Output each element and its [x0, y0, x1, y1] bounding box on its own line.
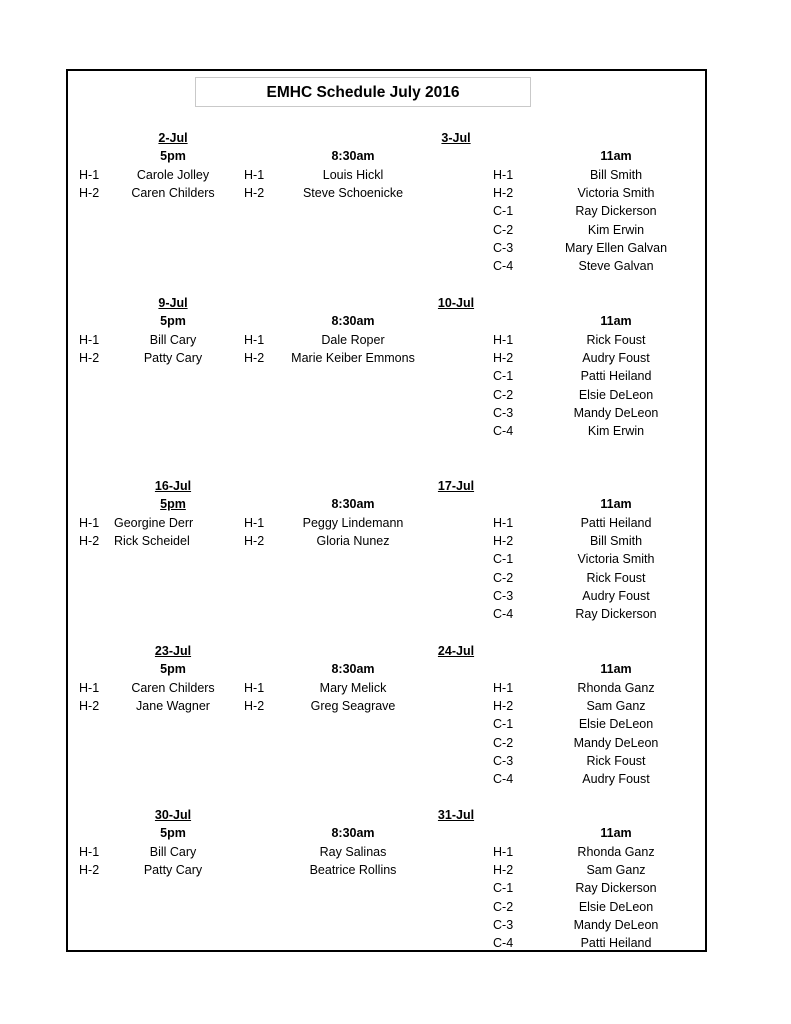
late-mass-person: Kim Erwin [587, 424, 645, 439]
late-mass-role: H-2 [493, 185, 514, 200]
early-mass-time: 8:30am [331, 149, 375, 164]
late-mass-role: C-4 [493, 259, 514, 274]
early-mass-time: 8:30am [331, 314, 375, 329]
late-mass-person: Audry Foust [582, 772, 650, 787]
late-mass-person: Rhonda Ganz [577, 680, 655, 695]
saturday-time: 5pm [160, 497, 186, 512]
late-mass-role: C-2 [493, 570, 514, 585]
late-mass-time: 11am [600, 149, 632, 164]
late-mass-role: C-3 [493, 405, 514, 420]
late-mass-role: H-1 [493, 167, 514, 182]
late-mass-role: C-3 [493, 588, 514, 603]
late-mass-role: C-3 [493, 240, 514, 255]
late-mass-person: Ray Dickerson [575, 607, 657, 622]
late-mass-person: Bill Smith [589, 167, 643, 182]
late-mass-person: Mandy DeLeon [573, 917, 659, 932]
sunday-date: 3-Jul [441, 131, 471, 145]
early-mass-person: Beatrice Rollins [309, 862, 397, 877]
late-mass-role: H-2 [493, 698, 514, 713]
late-mass-role: C-2 [493, 735, 514, 750]
saturday-role: H-1 [79, 332, 100, 347]
late-mass-person: Sam Ganz [586, 862, 646, 877]
sunday-date: 24-Jul [437, 644, 475, 658]
saturday-person: Bill Cary [149, 844, 197, 859]
early-mass-role: H-1 [244, 332, 265, 347]
saturday-time: 5pm [160, 149, 186, 164]
late-mass-person: Patti Heiland [580, 515, 652, 530]
early-mass-person: Greg Seagrave [310, 698, 396, 713]
late-mass-person: Rick Foust [586, 753, 646, 768]
early-mass-time: 8:30am [331, 662, 375, 677]
late-mass-role: C-4 [493, 607, 514, 622]
late-mass-person: Elsie DeLeon [578, 899, 654, 914]
late-mass-person: Steve Galvan [578, 259, 654, 274]
saturday-person: Bill Cary [149, 332, 197, 347]
late-mass-person: Victoria Smith [577, 552, 655, 567]
late-mass-role: C-1 [493, 369, 514, 384]
early-mass-time: 8:30am [331, 826, 375, 841]
saturday-time: 5pm [160, 826, 186, 841]
sunday-date: 17-Jul [437, 479, 475, 493]
saturday-person: Patty Cary [143, 350, 203, 365]
late-mass-role: C-1 [493, 204, 514, 219]
late-mass-role: C-2 [493, 899, 514, 914]
late-mass-role: C-4 [493, 772, 514, 787]
saturday-date: 30-Jul [154, 808, 192, 822]
saturday-person: Carole Jolley [136, 167, 210, 182]
late-mass-role: C-4 [493, 424, 514, 439]
late-mass-role: C-1 [493, 881, 514, 896]
late-mass-time: 11am [600, 314, 632, 329]
early-mass-role: H-2 [244, 698, 265, 713]
late-mass-person: Elsie DeLeon [578, 387, 654, 402]
saturday-role: H-2 [79, 350, 100, 365]
late-mass-time: 11am [600, 662, 632, 677]
saturday-date: 23-Jul [154, 644, 192, 658]
late-mass-role: C-2 [493, 222, 514, 237]
saturday-date: 9-Jul [158, 296, 188, 310]
early-mass-person: Ray Salinas [319, 844, 387, 859]
late-mass-role: H-1 [493, 680, 514, 695]
late-mass-person: Sam Ganz [586, 698, 646, 713]
saturday-role: H-2 [79, 533, 100, 548]
late-mass-person: Rhonda Ganz [577, 844, 655, 859]
late-mass-person: Rick Foust [586, 332, 646, 347]
late-mass-person: Mandy DeLeon [573, 735, 659, 750]
saturday-role: H-1 [79, 515, 100, 530]
late-mass-person: Mary Ellen Galvan [564, 240, 668, 255]
early-mass-role: H-1 [244, 515, 265, 530]
late-mass-person: Ray Dickerson [575, 204, 657, 219]
late-mass-person: Kim Erwin [587, 222, 645, 237]
late-mass-role: H-1 [493, 515, 514, 530]
saturday-role: H-1 [79, 167, 100, 182]
early-mass-role: H-2 [244, 533, 265, 548]
early-mass-role: H-1 [244, 680, 265, 695]
late-mass-role: H-2 [493, 533, 514, 548]
late-mass-person: Mandy DeLeon [573, 405, 659, 420]
saturday-date: 2-Jul [158, 131, 188, 145]
early-mass-person: Steve Schoenicke [302, 185, 404, 200]
saturday-date: 16-Jul [154, 479, 192, 493]
late-mass-role: H-2 [493, 862, 514, 877]
late-mass-role: H-2 [493, 350, 514, 365]
saturday-person: Jane Wagner [136, 698, 210, 713]
late-mass-role: C-4 [493, 936, 514, 951]
late-mass-role: H-1 [493, 332, 514, 347]
sunday-date: 10-Jul [437, 296, 475, 310]
early-mass-person: Mary Melick [319, 680, 387, 695]
late-mass-time: 11am [600, 497, 632, 512]
late-mass-person: Rick Foust [586, 570, 646, 585]
late-mass-person: Patti Heiland [580, 936, 652, 951]
saturday-person: Caren Childers [131, 680, 215, 695]
late-mass-person: Audry Foust [582, 350, 650, 365]
saturday-time: 5pm [160, 314, 186, 329]
late-mass-role: C-3 [493, 917, 514, 932]
saturday-time: 5pm [160, 662, 186, 677]
late-mass-person: Patti Heiland [580, 369, 652, 384]
early-mass-person: Marie Keiber Emmons [291, 350, 415, 365]
page-title: EMHC Schedule July 2016 [195, 77, 531, 107]
saturday-person: Caren Childers [131, 185, 215, 200]
saturday-person: Patty Cary [143, 862, 203, 877]
early-mass-role: H-2 [244, 185, 265, 200]
late-mass-time: 11am [600, 826, 632, 841]
early-mass-role: H-1 [244, 167, 265, 182]
early-mass-person: Louis Hickl [322, 167, 384, 182]
late-mass-role: C-2 [493, 387, 514, 402]
early-mass-role: H-2 [244, 350, 265, 365]
early-mass-time: 8:30am [331, 497, 375, 512]
late-mass-role: H-1 [493, 844, 514, 859]
early-mass-person: Gloria Nunez [316, 533, 390, 548]
late-mass-person: Ray Dickerson [575, 881, 657, 896]
early-mass-person: Peggy Lindemann [302, 515, 404, 530]
late-mass-person: Bill Smith [589, 533, 643, 548]
sunday-date: 31-Jul [437, 808, 475, 822]
saturday-role: H-2 [79, 185, 100, 200]
late-mass-person: Victoria Smith [577, 185, 655, 200]
saturday-person: Georgine Derr [114, 515, 194, 530]
late-mass-person: Audry Foust [582, 588, 650, 603]
saturday-role: H-1 [79, 680, 100, 695]
saturday-role: H-1 [79, 844, 100, 859]
late-mass-role: C-3 [493, 753, 514, 768]
saturday-role: H-2 [79, 862, 100, 877]
early-mass-person: Dale Roper [321, 332, 385, 347]
saturday-role: H-2 [79, 698, 100, 713]
late-mass-role: C-1 [493, 552, 514, 567]
saturday-person: Rick Scheidel [114, 533, 190, 548]
late-mass-person: Elsie DeLeon [578, 717, 654, 732]
late-mass-role: C-1 [493, 717, 514, 732]
